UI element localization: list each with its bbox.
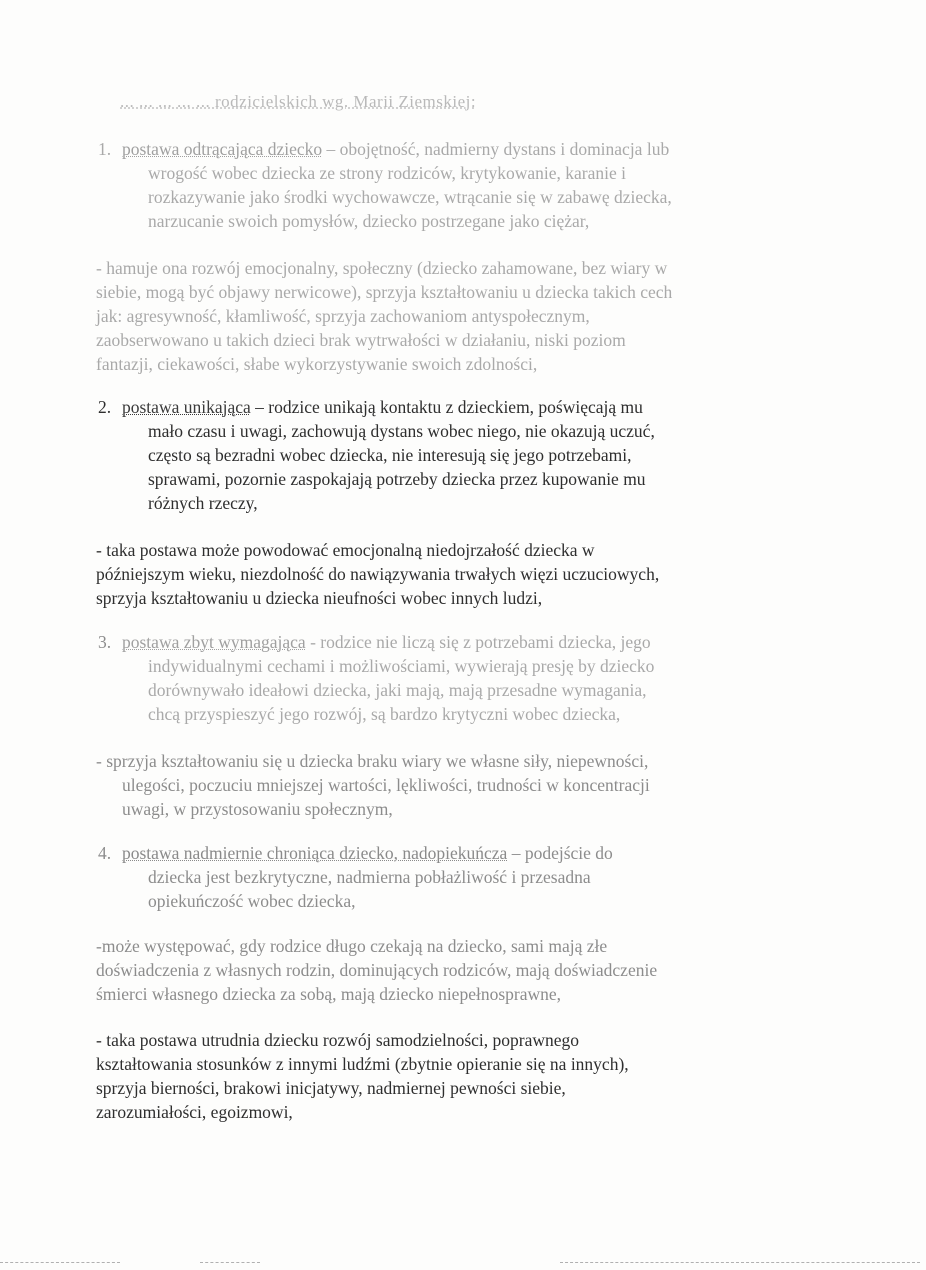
section-3-line-2: dorównywało ideałowi dziecka, jaki mają, mają przesadne wymagania, [148, 680, 647, 700]
section-4-number: 4. [98, 843, 112, 863]
section-3-effect-2: uwagi, w przystosowaniu społecznym, [122, 799, 393, 819]
section-4-effect-1: doświadczenia z własnych rodzin, dominujących rodziców, mają doświadczenie [96, 960, 658, 980]
section-1-line-1: wrogość wobec dziecka ze strony rodziców, krytykowanie, karanie i [148, 163, 626, 183]
scan-edge-mid [200, 1262, 260, 1263]
section-1-effect-1: siebie, mogą być objawy nerwicowe), sprzyja kształtowaniu u dziecka takich cech [96, 282, 673, 302]
section-4-line-1: dziecka jest bezkrytyczne, nadmierna pobłażliwość i przesadna [148, 867, 591, 887]
section-3-first-line [122, 630, 651, 654]
section-2-first-line [122, 395, 643, 419]
section-4-heading: postawa nadmiernie chroniąca dziecko, nadopiekuńcza [122, 843, 508, 863]
section-1-line-2: rozkazywanie jako środki wychowawcze, wtrącanie się w zabawę dziecka, [148, 187, 672, 207]
section-2-line-3: sprawami, pozornie zaspokajają potrzeby dziecka przez kupowanie mu [148, 469, 646, 489]
section-1-heading: postawa odtrącająca dziecko [122, 139, 323, 159]
section-2-line-2: często są bezradni wobec dziecka, nie interesują się jego potrzebami, [148, 445, 632, 465]
section-1-effect-4: fantazji, ciekawości, słabe wykorzystywanie swoich zdolności, [96, 354, 538, 374]
section-2-number: 2. [98, 397, 112, 417]
document-title: ... ... ... ... ... rodzicielskich wg. Marii Ziemskiej: [120, 92, 477, 111]
section-3-line-1: indywidualnymi cechami i możliwościami, wywierają presję by dziecko [148, 656, 655, 676]
section-3-effect-0: - sprzyja kształtowaniu się u dziecka braku wiary we własne siły, niepewności, [96, 751, 649, 771]
section-3-line-3: chcą przyspieszyć jego rozwój, są bardzo krytyczni wobec dziecka, [148, 704, 621, 724]
section-1-line-0: – obojętność, nadmierny dystans i dominacja lub [322, 139, 670, 159]
section-4-effect-2: śmierci własnego dziecka za sobą, mają dziecko niepełnosprawne, [96, 984, 562, 1004]
section-2-effect-2: sprzyja kształtowaniu u dziecka nieufności wobec innych ludzi, [96, 588, 543, 608]
section-2-line-0: – rodzice unikają kontaktu z dzieckiem, poświęcają mu [250, 397, 643, 417]
section-1-line-3: narzucanie swoich pomysłów, dziecko postrzegane jako ciężar, [148, 211, 590, 231]
section-2-line-4: różnych rzeczy, [148, 493, 258, 513]
section-3-heading: postawa zbyt wymagająca [122, 632, 306, 652]
section-2-heading: postawa unikająca [122, 397, 251, 417]
section-2-line-1: mało czasu i uwagi, zachowują dystans wobec niego, nie okazują uczuć, [148, 421, 655, 441]
section-2-effect-0: - taka postawa może powodować emocjonalną niedojrzałość dziecka w [96, 540, 595, 560]
section-4-effect-0: -może występować, gdy rodzice długo czekają na dziecko, sami mają złe [96, 936, 608, 956]
section-1-effect-2: jak: agresywność, kłamliwość, sprzyja zachowaniom antyspołecznym, [96, 306, 590, 326]
section-3-line-0: - rodzice nie liczą się z potrzebami dziecka, jego [305, 632, 651, 652]
section-1-first-line [122, 137, 669, 161]
section-3-number: 3. [98, 632, 112, 652]
section-4-effect2-1: kształtowania stosunków z innymi ludźmi (zbytnie opieranie się na innych), [96, 1054, 629, 1074]
section-4-effect2-3: zarozumiałości, egoizmowi, [96, 1102, 293, 1122]
scan-edge-right [560, 1262, 920, 1263]
section-1-effect-3: zaobserwowano u takich dzieci brak wytrwałości w działaniu, niski poziom [96, 330, 626, 350]
section-4-effect2-2: sprzyja bierności, brakowi inicjatywy, nadmiernej pewności siebie, [96, 1078, 566, 1098]
section-3-effect-1: ulegości, poczuciu mniejszej wartości, lękliwości, trudności w koncentracji [122, 775, 650, 795]
section-2-effect-1: późniejszym wieku, niezdolność do nawiązywania trwałych więzi uczuciowych, [96, 564, 660, 584]
section-1-number: 1. [98, 139, 112, 159]
scan-edge-left [0, 1262, 120, 1263]
section-4-effect2-0: - taka postawa utrudnia dziecku rozwój samodzielności, poprawnego [96, 1030, 580, 1050]
section-4-line-2: opiekuńczość wobec dziecka, [148, 891, 356, 911]
section-1-effect-0: - hamuje ona rozwój emocjonalny, społeczny (dziecko zahamowane, bez wiary w [96, 258, 668, 278]
section-4-line-0: – podejście do [507, 843, 613, 863]
section-4-first-line [122, 841, 613, 865]
